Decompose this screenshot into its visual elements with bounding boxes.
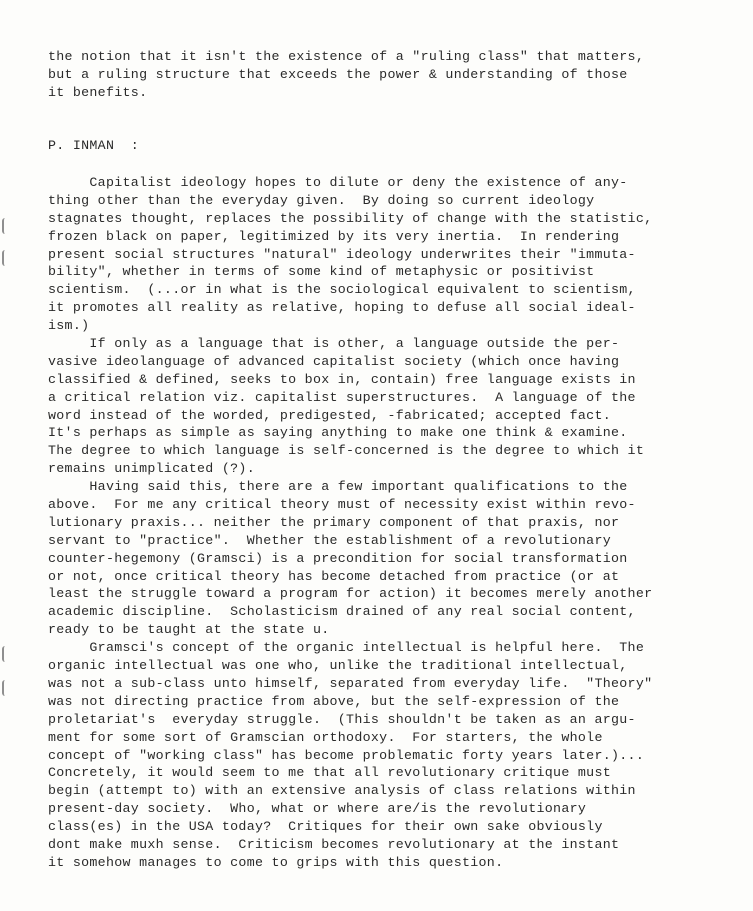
body-text-line: servant to "practice". Whether the establishment of a revolutionary	[48, 532, 612, 548]
body-text-line: ment for some sort of Gramscian orthodoxy. For starters, the whole	[48, 729, 603, 745]
body-text-line: It's perhaps as simple as saying anything to make one think & examine.	[48, 425, 628, 441]
margin-binding-mark	[2, 250, 10, 266]
body-text-line: If only as a language that is other, a language outside the per-	[48, 336, 620, 352]
body-text-line: Concretely, it would seem to me that all revolutionary critique must	[48, 765, 612, 781]
essay-body	[48, 174, 748, 872]
body-text-line: frozen black on paper, legitimized by its very inertia. In rendering	[48, 228, 620, 244]
body-text-line: organic intellectual was one who, unlike the traditional intellectual,	[48, 658, 628, 674]
body-text-line: ready to be taught at the state u.	[48, 622, 330, 638]
body-text-line: was not a sub-class unto himself, separated from everyday life. "Theory"	[48, 675, 653, 691]
margin-binding-mark	[2, 680, 10, 696]
intro-paragraph	[48, 48, 748, 102]
margin-binding-mark	[2, 218, 10, 234]
intro-text-line: but a ruling structure that exceeds the power & understanding of those	[48, 66, 628, 82]
body-text-line: Capitalist ideology hopes to dilute or deny the existence of any-	[48, 175, 628, 190]
body-text-line: ism.)	[48, 318, 90, 334]
body-text-line: class(es) in the USA today? Critiques for their own sake obviously	[48, 819, 603, 835]
body-text-line: a critical relation viz. capitalist superstructures. A language of the	[48, 389, 636, 405]
intro-text-line: it benefits.	[48, 84, 148, 100]
body-text-line: The degree to which language is self-concerned is the degree to which it	[48, 443, 645, 459]
intro-text-line: the notion that it isn't the existence of a "ruling class" that matters,	[48, 49, 645, 64]
body-text-line: it promotes all reality as relative, hoping to defuse all social ideal-	[48, 300, 636, 316]
body-text-line: vasive ideolanguage of advanced capitalist society (which once having	[48, 353, 620, 369]
body-text-line: stagnates thought, replaces the possibility of change with the statistic,	[48, 210, 653, 226]
body-text-line: word instead of the worded, predigested, -fabricated; accepted fact.	[48, 407, 612, 423]
body-text-line: above. For me any critical theory must of necessity exist within revo-	[48, 497, 636, 513]
body-text-line: lutionary praxis... neither the primary component of that praxis, nor	[48, 514, 620, 530]
body-text-line: dont make muxh sense. Criticism becomes revolutionary at the instant	[48, 836, 620, 852]
body-text-line: classified & defined, seeks to box in, contain) free language exists in	[48, 371, 636, 387]
body-text-line: Gramsci's concept of the organic intellectual is helpful here. The	[48, 640, 645, 656]
body-text-line: proletariat's everyday struggle. (This shouldn't be taken as an argu-	[48, 711, 636, 727]
body-text-line: Having said this, there are a few important qualifications to the	[48, 479, 628, 495]
body-text-line: it somehow manages to come to grips with this question.	[48, 854, 504, 870]
body-text-line: bility", whether in terms of some kind of metaphysic or positivist	[48, 264, 595, 280]
body-text-line: academic discipline. Scholasticism drained of any real social content,	[48, 604, 636, 620]
body-text-line: least the struggle toward a program for action) it becomes merely another	[48, 586, 653, 602]
body-text-line: concept of "working class" has become problematic forty years later.)...	[48, 747, 645, 763]
body-text-line: begin (attempt to) with an extensive analysis of class relations within	[48, 783, 636, 799]
body-text-line: remains unimplicated (?).	[48, 461, 255, 477]
speaker-heading	[48, 137, 748, 155]
body-text-line: present-day society. Who, what or where are/is the revolutionary	[48, 801, 587, 817]
body-text-line: counter-hegemony (Gramsci) is a precondition for social transformation	[48, 550, 628, 566]
body-text-line: present social structures "natural" ideology underwrites their "immuta-	[48, 246, 636, 262]
body-text-line: thing other than the everyday given. By doing so current ideology	[48, 192, 595, 208]
speaker-name: P. INMAN :	[48, 138, 140, 153]
body-text-line: was not directing practice from above, but the self-expression of the	[48, 693, 620, 709]
margin-binding-mark	[2, 646, 10, 662]
body-text-line: or not, once critical theory has become detached from practice (or at	[48, 568, 620, 584]
body-text-line: scientism. (...or in what is the sociological equivalent to scientism,	[48, 282, 636, 298]
